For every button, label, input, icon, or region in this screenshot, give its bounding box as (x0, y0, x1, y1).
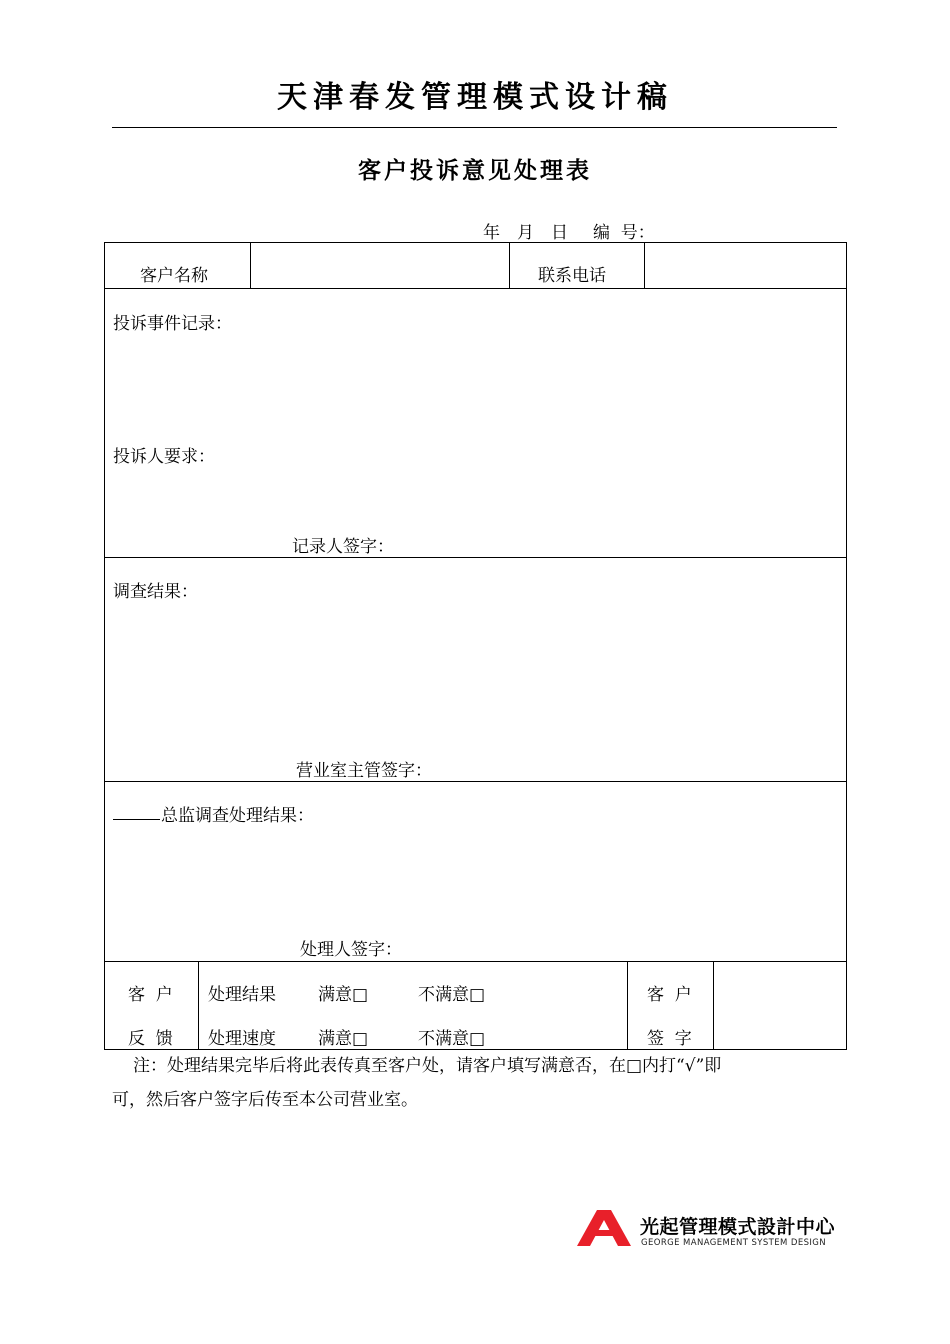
note-prefix: 注： (133, 1056, 167, 1076)
complaint-record-label: 投诉事件记录： (113, 314, 232, 334)
director-result-label: 总监调查处理结果： (161, 806, 314, 826)
customer-name-label: 客户名称 (140, 266, 208, 286)
contact-phone-label: 联系电话 (538, 266, 606, 286)
document-header-title: 天津春发管理模式设计稿 (277, 80, 673, 115)
table-divider (104, 781, 847, 782)
result-item-label: 处理结果 (208, 985, 276, 1005)
investigation-section[interactable] (106, 559, 845, 780)
meta-day-label: 日 (551, 223, 568, 243)
header-divider (112, 127, 837, 128)
customer-signature-label-line2: 签 字 (647, 1029, 692, 1049)
speed-item-label: 处理速度 (208, 1029, 276, 1049)
table-divider (509, 242, 510, 289)
table-divider (198, 961, 199, 1050)
recorder-signature-label: 记录人签字： (292, 537, 394, 557)
customer-name-field[interactable] (252, 244, 507, 287)
meta-number-label: 编 号： (593, 223, 655, 243)
investigation-result-label: 调查结果： (113, 582, 198, 602)
customer-feedback-label-line2: 反 馈 (128, 1029, 173, 1049)
meta-month-label: 月 (517, 223, 534, 243)
company-logo-cn-text: 光起管理模式設計中心 (640, 1216, 836, 1238)
result-satisfied-checkbox[interactable]: 满意□ (318, 985, 369, 1005)
note-line-1: 处理结果完毕后将此表传真至客户处，请客户填写满意否，在□内打“√”即 (167, 1056, 722, 1076)
customer-signature-label-line1: 客 户 (647, 985, 692, 1005)
complainant-request-label: 投诉人要求： (113, 447, 215, 467)
office-manager-signature-label: 营业室主管签字： (296, 761, 432, 781)
table-divider (104, 961, 847, 962)
company-logo-en-text: GEORGE MANAGEMENT SYSTEM DESIGN (641, 1238, 827, 1248)
contact-phone-field[interactable] (646, 244, 845, 287)
table-divider (104, 557, 847, 558)
meta-year-label: 年 (483, 223, 500, 243)
table-divider (250, 242, 251, 289)
customer-feedback-label-line1: 客 户 (128, 985, 173, 1005)
form-title: 客户投诉意见处理表 (358, 158, 592, 184)
speed-satisfied-checkbox[interactable]: 满意□ (318, 1029, 369, 1049)
form-note (112, 1049, 842, 1117)
table-divider (713, 961, 714, 1050)
table-divider (644, 242, 645, 289)
note-line-2: 可，然后客户签字后传至本公司营业室。 (112, 1090, 418, 1110)
result-unsatisfied-checkbox[interactable]: 不满意□ (418, 985, 486, 1005)
table-divider (627, 961, 628, 1050)
director-name-blank[interactable] (113, 819, 160, 820)
company-logo-mark (575, 1208, 635, 1248)
handler-signature-label: 处理人签字： (300, 940, 402, 960)
table-divider (104, 288, 847, 289)
speed-unsatisfied-checkbox[interactable]: 不满意□ (418, 1029, 486, 1049)
customer-signature-field[interactable] (715, 963, 845, 1048)
